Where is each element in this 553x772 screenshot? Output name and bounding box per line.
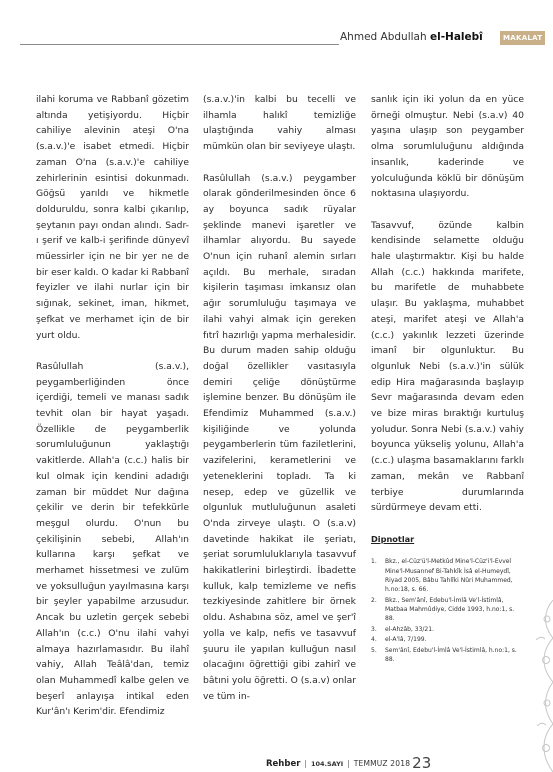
author-surname: el-Halebî (429, 31, 483, 43)
footer-separator: | (347, 759, 350, 768)
decorative-border-ornament (530, 600, 553, 772)
footnotes-heading: Dipnotlar (371, 533, 415, 544)
paragraph: ilahi koruma ve Rabbanî gözetim altında yetişiyordu. Hiçbir cahiliye alevinin ateşi O'na (s.a.v.)'e isabet etmedi. Hiçbir zaman O'na (s.a.v.)'e cahiliye zehirlerinin esintisi dokunmadı. Göğsü yarıldı ve hikmetle dolduruldu, sonra kalbi çıkarılıp, şeytanın payı ondan alındı. Sadr-ı şerif ve kalb-i şerifinde dünyevî müessirler için ne bir yer ne de bir eser kaldı. O kadar ki Rabbanî feyizler ve ilahi nurlar için bir sığınak, sekinet, iman, hikmet, şefkat ve merhamet için de bir yurt oldu. (36, 94, 189, 341)
footnote-item: 5. Sem'ânî, Edebu'l-İmlâ Ve'l-İstimlâ, h.no:1, s. 88. (371, 647, 517, 664)
text-column-1 (36, 92, 189, 736)
paragraph: Rasûlullah (s.a.v.) peygamber olarak gönderilmesinden önce 6 ay boyunca sadık rüyalar şeklinde manevi işaretler ve ilhamlar alıyordu. Bu sayede O'nun için ruhanî alemin sırları açıldı. Bu merhale, sıradan kişilerin taşıması imkansız olan ağır sorumluluğu taşımaya ve ilahi vahyi almak için gereken fıtrî hazırlığı yapma merhalesidir. Bu durum maden sahip olduğu doğal özellikler vasıtasıyla demiri çeliğe dönüştürme işlemine benzer. Bu dönüşüm ile Efendimiz Muhammed (s.a.v.) kişiliğinde ve yolunda peygamberlerin tüm faziletlerini, vazifelerini, kerametlerini ve yeteneklerini topladı. Ta ki nesep, edep ve güzellik ve olgunluk mutluluğunun asaleti O'nda zirveye ulaştı. O (s.a.v) davetinde hakikat ile şeriatı, şeriat sorumluluklarıyla tasavvuf hakikatlerini birleştirdi. İbadette kulluk, kalp temizleme ve nefis tezkiyesinde zahitlere bir örnek oldu. Ashabına söz, amel ve şer'î yolla ve kalp, nefis ve tasavvuf şuuru ile yapılan kulluğun nasıl olacağını öğrettiği gibi zahirî ve bâtıni yolu öğretti. O (s.a.v) onlar ve tüm in- (203, 172, 356, 702)
paragraph: (s.a.v.)'in kalbi bu tecelli ve ilhamla halıkî temizliğe ulaştığında vahiy alması mümkün olan bir seviyeye ulaştı. (203, 94, 356, 153)
section-badge: MAKALAT (500, 31, 545, 45)
footnote-list (371, 557, 524, 664)
paragraph: Rasûlullah (s.a.v.), peygamberliğinden önce içerdiği, temeli ve manası sadık tevhit olan bir hayat yaşadı. Özellikle de peygamberlik sorumluluğunun yaklaştığı vakitlerde. Allah'a (c.c.) halis bir kul olmak için kendini adadığı zaman bir müddet Nur dağına çekilir ve derin bir tefekkürle meşgul olurdu. O'nun bu çekilişinin sebebi, Allah'ın kullarına karşı şefkat ve merhamet hissetmesi ve zulüm ve yoksulluğun yayılmasına karşı bir şeyler yapabilme arzusudur. Ancak bu uzletin gerçek sebebi Allah'ın (c.c.) O'nu ilahi vahyi almaya hazırlamasıdır. Bu ilahî vahiy, Allah Teâlâ'dan, temiz olan Muhammedî kalbe gelen ve beşerî anlayışa intikal eden Kur'ân'ı Kerim'dir. Efendimiz (36, 360, 189, 718)
page-number: 23 (412, 754, 432, 772)
footnote-item: 3. el-Ahzâb, 33/21. (371, 625, 434, 633)
issue-month: TEMMUZ 2018 (353, 759, 411, 768)
footer-separator: | (304, 759, 307, 768)
issue-number: 104.SAYI (310, 760, 344, 768)
text-column-3 (371, 92, 524, 666)
paragraph: Tasavvuf, özünde kalbin kendisinde selamette olduğu hale ulaştırmaktır. Kişi bu halde Allah (c.c.) hakkında marifete, bu marifetle de muhabbete ulaşır. Bu yaklaşma, muhabbet ateşi, marifet ateşi ve Allah'a (c.c.) yakınlık lezzeti üzerinde imanî bir olgunluktur. Bu olgunluk Nebi (s.a.v.)'in sülük edip Hira mağarasında başlayıp Sevr mağarasında devam eden ve bize miras bıraktığı kurtuluş yoludur. Sonra Nebi (s.a.v.) vahiy boyunca yükseliş yolunu, Allah'a (c.c.) ulaşma basamaklarını farklı zaman, mekân ve Rabbanî terbiye durumlarında sürdürmeye devam etti. (371, 219, 524, 514)
article-author (340, 31, 483, 43)
magazine-name: Rehber (266, 759, 301, 769)
footnote-item: 4. el-A'lâ, 7/199. (371, 636, 427, 644)
header-rule (20, 44, 339, 45)
text-column-2 (203, 92, 356, 720)
page-footer (266, 752, 431, 770)
footnote-item: 2. Bkz., Sem'ânî, Edebu'l-İmlâ Ve'l-İstimlâ, Matbaa Mahmûdiye, Cidde 1993, h.no:1, s. 88. (371, 596, 515, 623)
paragraph: sanlık için iki yolun da en yüce örneği olmuştur. Nebi (s.a.v) 40 yaşına ulaşıp son peygamber olma sorumluluğunu aldığında insanlık, kaderinde ve yolculuğunda köklü bir dönüşüm noktasına ulaşıyordu. (371, 94, 524, 200)
footnote-item: 1. Bkz., el-Cüz'ü'l-Metkûd Mine'l-Cüz'i'l-Evvel Mine'l-Musannef Bi-Tahkîk İsâ el-Humeydî, Riyad 2005, Bâbu Tahlîki Nûri Muhammed, h.no:18, s. 66. (371, 558, 513, 593)
author-first-name: Ahmed Abdullah (340, 31, 427, 43)
